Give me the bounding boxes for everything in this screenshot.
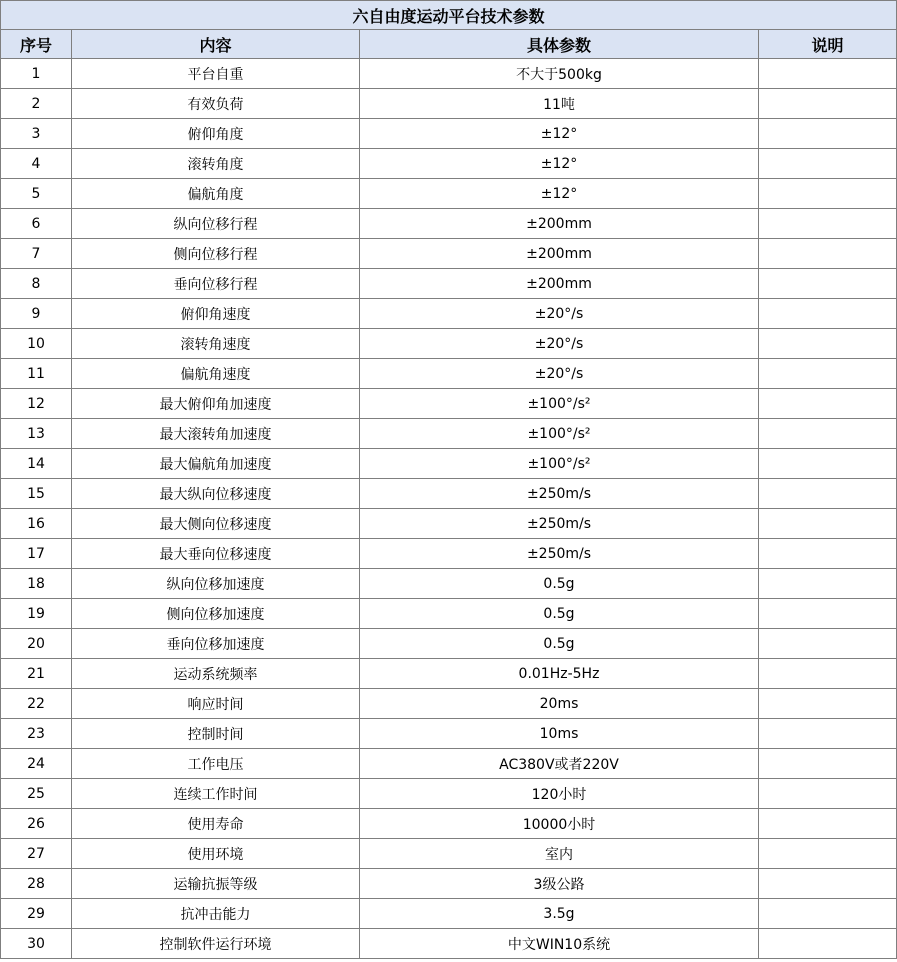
row-value-cell: 11吨 (360, 89, 759, 119)
row-item-cell: 滚转角度 (72, 149, 360, 179)
row-item-cell: 平台自重 (72, 59, 360, 89)
row-note-cell (759, 329, 897, 359)
row-note-cell (759, 569, 897, 599)
row-index-cell: 3 (1, 119, 72, 149)
row-index-cell: 21 (1, 659, 72, 689)
row-index-cell: 1 (1, 59, 72, 89)
row-item-cell: 最大偏航角加速度 (72, 449, 360, 479)
row-note-cell (759, 899, 897, 929)
row-note-cell (759, 59, 897, 89)
row-item-cell: 俯仰角速度 (72, 299, 360, 329)
row-item-cell: 最大纵向位移速度 (72, 479, 360, 509)
row-index-cell: 11 (1, 359, 72, 389)
row-index-cell: 6 (1, 209, 72, 239)
row-value-cell: ±20°/s (360, 359, 759, 389)
row-index-cell: 8 (1, 269, 72, 299)
row-value-cell: 不大于500kg (360, 59, 759, 89)
row-item-cell: 垂向位移行程 (72, 269, 360, 299)
row-note-cell (759, 239, 897, 269)
table-row (1, 149, 897, 179)
row-index-cell: 14 (1, 449, 72, 479)
table-row (1, 659, 897, 689)
row-value-cell: 3.5g (360, 899, 759, 929)
row-index-cell: 17 (1, 539, 72, 569)
row-value-cell: ±100°/s² (360, 419, 759, 449)
row-item-cell: 工作电压 (72, 749, 360, 779)
table-row (1, 689, 897, 719)
table-row (1, 419, 897, 449)
row-value-cell: 0.5g (360, 629, 759, 659)
row-item-cell: 俯仰角度 (72, 119, 360, 149)
table-row (1, 539, 897, 569)
table-row (1, 119, 897, 149)
row-value-cell: ±20°/s (360, 299, 759, 329)
row-index-cell: 26 (1, 809, 72, 839)
row-value-cell: 中文WIN10系统 (360, 929, 759, 959)
row-item-cell: 最大垂向位移速度 (72, 539, 360, 569)
table-title: 六自由度运动平台技术参数 (1, 1, 897, 30)
header-item: 内容 (72, 30, 360, 59)
row-value-cell: ±250m/s (360, 509, 759, 539)
row-note-cell (759, 179, 897, 209)
table-row (1, 509, 897, 539)
row-value-cell: 3级公路 (360, 869, 759, 899)
row-index-cell: 23 (1, 719, 72, 749)
table-row (1, 869, 897, 899)
row-index-cell: 22 (1, 689, 72, 719)
row-item-cell: 侧向位移加速度 (72, 599, 360, 629)
row-note-cell (759, 539, 897, 569)
row-item-cell: 运输抗振等级 (72, 869, 360, 899)
table-row (1, 599, 897, 629)
row-index-cell: 18 (1, 569, 72, 599)
row-item-cell: 使用环境 (72, 839, 360, 869)
row-value-cell: 0.5g (360, 569, 759, 599)
row-value-cell: 20ms (360, 689, 759, 719)
row-index-cell: 15 (1, 479, 72, 509)
row-index-cell: 5 (1, 179, 72, 209)
row-note-cell (759, 509, 897, 539)
row-value-cell: ±250m/s (360, 539, 759, 569)
table-row (1, 239, 897, 269)
row-note-cell (759, 89, 897, 119)
table-row (1, 899, 897, 929)
table-row (1, 89, 897, 119)
row-note-cell (759, 749, 897, 779)
row-index-cell: 19 (1, 599, 72, 629)
row-note-cell (759, 479, 897, 509)
row-value-cell: ±20°/s (360, 329, 759, 359)
row-note-cell (759, 389, 897, 419)
row-index-cell: 12 (1, 389, 72, 419)
row-note-cell (759, 419, 897, 449)
row-item-cell: 有效负荷 (72, 89, 360, 119)
table-title-row (1, 1, 897, 30)
row-index-cell: 10 (1, 329, 72, 359)
row-note-cell (759, 149, 897, 179)
row-index-cell: 25 (1, 779, 72, 809)
table-row (1, 389, 897, 419)
row-note-cell (759, 359, 897, 389)
table-row (1, 569, 897, 599)
row-index-cell: 4 (1, 149, 72, 179)
row-item-cell: 偏航角度 (72, 179, 360, 209)
row-item-cell: 最大俯仰角加速度 (72, 389, 360, 419)
row-value-cell: ±200mm (360, 239, 759, 269)
row-value-cell: 120小时 (360, 779, 759, 809)
row-value-cell: ±12° (360, 119, 759, 149)
table-row (1, 359, 897, 389)
header-note: 说明 (759, 30, 897, 59)
row-index-cell: 16 (1, 509, 72, 539)
row-index-cell: 27 (1, 839, 72, 869)
row-note-cell (759, 839, 897, 869)
row-note-cell (759, 779, 897, 809)
row-note-cell (759, 659, 897, 689)
row-value-cell: ±250m/s (360, 479, 759, 509)
table-row (1, 269, 897, 299)
row-index-cell: 30 (1, 929, 72, 959)
table-row (1, 329, 897, 359)
row-item-cell: 垂向位移加速度 (72, 629, 360, 659)
row-value-cell: ±200mm (360, 209, 759, 239)
row-index-cell: 28 (1, 869, 72, 899)
row-index-cell: 9 (1, 299, 72, 329)
row-value-cell: 0.01Hz-5Hz (360, 659, 759, 689)
row-item-cell: 最大侧向位移速度 (72, 509, 360, 539)
row-note-cell (759, 599, 897, 629)
row-note-cell (759, 869, 897, 899)
row-item-cell: 抗冲击能力 (72, 899, 360, 929)
table-row (1, 779, 897, 809)
row-value-cell: 0.5g (360, 599, 759, 629)
row-value-cell: ±100°/s² (360, 449, 759, 479)
table-body (1, 59, 897, 959)
table-row (1, 479, 897, 509)
row-index-cell: 2 (1, 89, 72, 119)
row-value-cell: ±200mm (360, 269, 759, 299)
table-row (1, 749, 897, 779)
header-index: 序号 (1, 30, 72, 59)
row-value-cell: ±12° (360, 149, 759, 179)
row-index-cell: 29 (1, 899, 72, 929)
row-note-cell (759, 209, 897, 239)
row-value-cell: ±100°/s² (360, 389, 759, 419)
row-item-cell: 响应时间 (72, 689, 360, 719)
table-row (1, 929, 897, 959)
table-row (1, 449, 897, 479)
table-row (1, 209, 897, 239)
row-note-cell (759, 299, 897, 329)
row-index-cell: 13 (1, 419, 72, 449)
row-item-cell: 控制软件运行环境 (72, 929, 360, 959)
row-note-cell (759, 719, 897, 749)
row-note-cell (759, 629, 897, 659)
row-item-cell: 纵向位移加速度 (72, 569, 360, 599)
row-value-cell: 室内 (360, 839, 759, 869)
table-row (1, 719, 897, 749)
row-item-cell: 运动系统频率 (72, 659, 360, 689)
row-note-cell (759, 269, 897, 299)
row-value-cell: ±12° (360, 179, 759, 209)
row-note-cell (759, 449, 897, 479)
table-row (1, 809, 897, 839)
table-row (1, 59, 897, 89)
row-note-cell (759, 929, 897, 959)
row-note-cell (759, 119, 897, 149)
row-item-cell: 偏航角速度 (72, 359, 360, 389)
table-row (1, 839, 897, 869)
row-index-cell: 24 (1, 749, 72, 779)
row-item-cell: 使用寿命 (72, 809, 360, 839)
table-header-row (1, 30, 897, 59)
table-row (1, 629, 897, 659)
row-item-cell: 滚转角速度 (72, 329, 360, 359)
row-item-cell: 控制时间 (72, 719, 360, 749)
header-value: 具体参数 (360, 30, 759, 59)
table-row (1, 179, 897, 209)
row-note-cell (759, 689, 897, 719)
row-value-cell: 10ms (360, 719, 759, 749)
row-value-cell: 10000小时 (360, 809, 759, 839)
row-index-cell: 20 (1, 629, 72, 659)
row-item-cell: 纵向位移行程 (72, 209, 360, 239)
row-note-cell (759, 809, 897, 839)
row-item-cell: 最大滚转角加速度 (72, 419, 360, 449)
row-value-cell: AC380V或者220V (360, 749, 759, 779)
row-item-cell: 侧向位移行程 (72, 239, 360, 269)
row-item-cell: 连续工作时间 (72, 779, 360, 809)
row-index-cell: 7 (1, 239, 72, 269)
table-row (1, 299, 897, 329)
